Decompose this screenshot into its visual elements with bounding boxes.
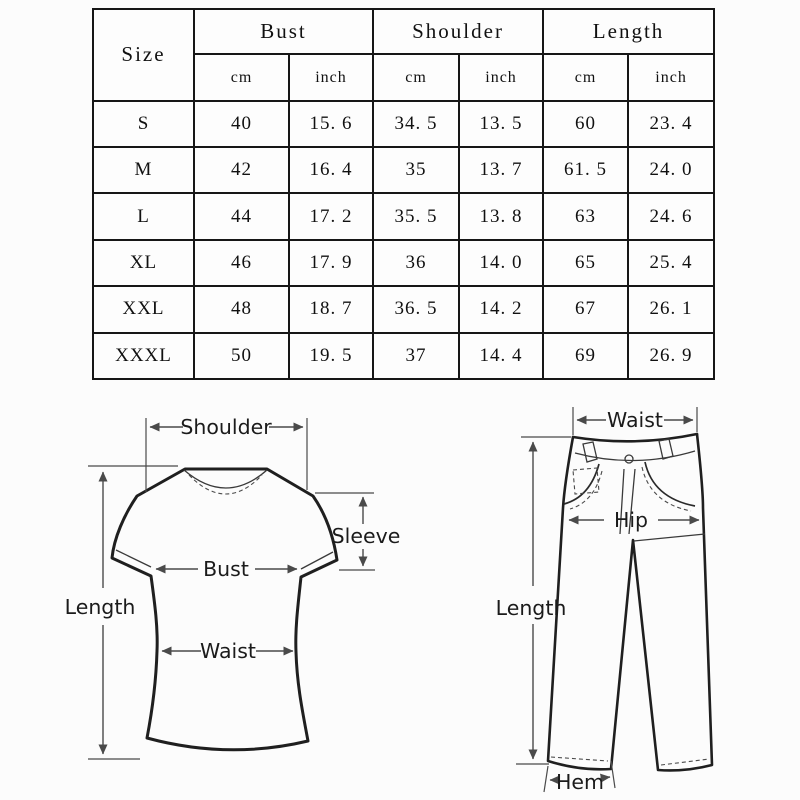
shirt-length-label: Length bbox=[64, 595, 136, 619]
table-cell: 65 bbox=[543, 240, 628, 286]
collar-stitch bbox=[189, 475, 262, 494]
shirt-shoulder-label: Shoulder bbox=[180, 415, 272, 439]
right-hem-stitch bbox=[661, 759, 709, 765]
pants-waist-label: Waist bbox=[607, 408, 663, 432]
table-cell: 63 bbox=[543, 193, 628, 239]
collar-curve bbox=[184, 470, 267, 488]
header-unit-cm-2: cm bbox=[543, 54, 628, 100]
table-cell: 14. 0 bbox=[459, 240, 543, 286]
table-cell: 26. 9 bbox=[628, 333, 714, 379]
waistband-top bbox=[573, 434, 697, 441]
table-cell: 42 bbox=[194, 147, 289, 193]
shirt-shoulder-dimension bbox=[146, 415, 307, 492]
table-cell: 46 bbox=[194, 240, 289, 286]
shirt-bust-label: Bust bbox=[203, 557, 249, 581]
shirt-waist-dimension bbox=[162, 639, 293, 663]
header-unit-cm-0: cm bbox=[194, 54, 289, 100]
shirt-sleeve-dimension bbox=[315, 493, 400, 570]
belt-loop-left bbox=[583, 442, 597, 462]
table-cell: 60 bbox=[543, 101, 628, 147]
table-row bbox=[93, 147, 714, 193]
header-unit-inch-0: inch bbox=[289, 54, 373, 100]
table-cell: 26. 1 bbox=[628, 286, 714, 332]
table-cell: 14. 2 bbox=[459, 286, 543, 332]
table-cell: 24. 0 bbox=[628, 147, 714, 193]
left-hem-stitch bbox=[551, 757, 608, 761]
table-cell: 48 bbox=[194, 286, 289, 332]
table-row bbox=[93, 193, 714, 239]
header-size: Size bbox=[93, 9, 194, 101]
button bbox=[625, 455, 633, 463]
table-cell: 40 bbox=[194, 101, 289, 147]
table-cell: 25. 4 bbox=[628, 240, 714, 286]
table-cell: 69 bbox=[543, 333, 628, 379]
right-cuff-line bbox=[301, 552, 333, 569]
table-cell: 67 bbox=[543, 286, 628, 332]
pants-outline bbox=[548, 434, 712, 770]
table-cell: 37 bbox=[373, 333, 459, 379]
measurement-diagrams bbox=[0, 392, 800, 800]
table-cell: 13. 7 bbox=[459, 147, 543, 193]
table-cell: 18. 7 bbox=[289, 286, 373, 332]
header-unit-inch-1: inch bbox=[459, 54, 543, 100]
crotch-seam bbox=[634, 534, 705, 541]
left-cuff-line bbox=[116, 550, 151, 567]
pants-waist-dimension bbox=[573, 407, 697, 435]
table-cell: 19. 5 bbox=[289, 333, 373, 379]
pants-hip-dimension bbox=[569, 508, 699, 532]
table-cell: 44 bbox=[194, 193, 289, 239]
shirt-sleeve-label: Sleeve bbox=[331, 524, 401, 548]
table-cell: 17. 2 bbox=[289, 193, 373, 239]
tshirt-outline bbox=[112, 469, 337, 750]
table-cell: 16. 4 bbox=[289, 147, 373, 193]
table-cell: 50 bbox=[194, 333, 289, 379]
shirt-length-dimension bbox=[65, 466, 178, 759]
table-header-row-1 bbox=[93, 9, 714, 54]
row-size-label: L bbox=[93, 193, 194, 239]
table-cell: 15. 6 bbox=[289, 101, 373, 147]
header-unit-inch-2: inch bbox=[628, 54, 714, 100]
shirt-bust-dimension bbox=[156, 557, 297, 581]
belt-loop-right bbox=[659, 439, 673, 459]
header-unit-cm-1: cm bbox=[373, 54, 459, 100]
table-row bbox=[93, 240, 714, 286]
table-row bbox=[93, 333, 714, 379]
row-size-label: XXXL bbox=[93, 333, 194, 379]
tshirt-diagram bbox=[65, 415, 401, 759]
header-group-2: Length bbox=[543, 9, 714, 54]
row-size-label: XXL bbox=[93, 286, 194, 332]
table-cell: 36 bbox=[373, 240, 459, 286]
table-cell: 61. 5 bbox=[543, 147, 628, 193]
pants-hem-dimension bbox=[544, 761, 615, 794]
right-pocket bbox=[645, 462, 695, 506]
pants-length-dimension bbox=[496, 437, 571, 764]
table-cell: 35 bbox=[373, 147, 459, 193]
row-size-label: XL bbox=[93, 240, 194, 286]
shirt-waist-label: Waist bbox=[200, 639, 256, 663]
size-chart-table bbox=[92, 8, 715, 380]
table-cell: 13. 5 bbox=[459, 101, 543, 147]
header-group-0: Bust bbox=[194, 9, 373, 54]
row-size-label: S bbox=[93, 101, 194, 147]
table-row bbox=[93, 286, 714, 332]
left-pocket bbox=[564, 464, 599, 504]
header-group-1: Shoulder bbox=[373, 9, 543, 54]
table-cell: 35. 5 bbox=[373, 193, 459, 239]
table-cell: 13. 8 bbox=[459, 193, 543, 239]
table-cell: 17. 9 bbox=[289, 240, 373, 286]
table-cell: 14. 4 bbox=[459, 333, 543, 379]
table-cell: 24. 6 bbox=[628, 193, 714, 239]
table-row bbox=[93, 101, 714, 147]
waistband-bottom bbox=[575, 451, 695, 461]
row-size-label: M bbox=[93, 147, 194, 193]
pants-diagram bbox=[496, 407, 712, 794]
table-cell: 23. 4 bbox=[628, 101, 714, 147]
pants-hip-label: Hip bbox=[613, 508, 649, 532]
pants-length-label: Length bbox=[495, 596, 567, 620]
pants-hem-label: Hem bbox=[556, 770, 604, 794]
table-cell: 34. 5 bbox=[373, 101, 459, 147]
table-cell: 36. 5 bbox=[373, 286, 459, 332]
